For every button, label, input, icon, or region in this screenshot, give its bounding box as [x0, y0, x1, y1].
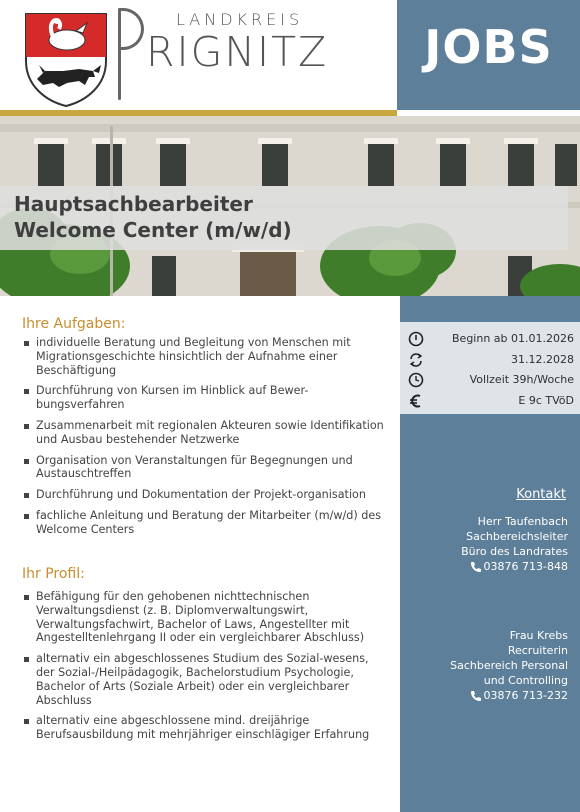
- contact-role: Recruiterin: [507, 644, 568, 657]
- info-hours-text: Vollzeit 39h/Woche: [469, 373, 574, 386]
- contact-phone-line[interactable]: [400, 688, 568, 703]
- contact-name: Frau Krebs: [509, 629, 568, 642]
- brand-top: LANDKREIS: [176, 10, 304, 29]
- phone-icon: [470, 690, 482, 702]
- task-item: Organisation von Veranstaltungen für Begegnungen und Austauschtreffen: [22, 454, 390, 482]
- profile-item: alternativ eine abgeschlossene mind. dreijährige Berufsausbildung mit mehrjähriger einschlägiger Erfahrung: [22, 714, 390, 742]
- task-item: Durchführung von Kursen im Hinblick auf Bewer-bungsverfahren: [22, 384, 390, 412]
- job-title-line1: Hauptsachbearbeiter: [14, 192, 253, 216]
- tasks-heading: Ihre Aufgaben:: [22, 316, 126, 332]
- power-icon: [408, 331, 424, 347]
- profile-item: Befähigung für den gehobenen nichttechnischen Verwaltungsdienst (z. B. Diplomverwaltungswirt, Verwaltungsfachwirt, Bachelor of Laws, Angestellter mit Angestelltenlehrgang II oder ein vergleichbarer Abschluss): [22, 590, 390, 645]
- info-end-text: 31.12.2028: [511, 353, 574, 366]
- task-item: Durchführung und Dokumentation der Projekt-organisation: [22, 488, 390, 502]
- contact-heading: Kontakt: [516, 487, 566, 502]
- task-item: individuelle Beratung und Begleitung von Menschen mit Migrationsgeschichte hinsichtlich der Aufnahme einer Beschäftigung: [22, 336, 390, 377]
- contact-person-1: [400, 514, 568, 574]
- jobs-banner: [397, 0, 580, 110]
- info-end: [400, 350, 576, 370]
- tasks-list: [22, 336, 390, 544]
- profile-item: alternativ ein abgeschlossenes Studium des Sozial-wesens, der Sozial-/Heilpädagogik, Bachelorstudium Psychologie, Bachelor of Arts (Soziale Arbeit) oder ein vergleichbarer Abschluss: [22, 652, 390, 707]
- clock-icon: [408, 372, 424, 388]
- contact-dept: Sachbereich Personal: [450, 659, 568, 672]
- profile-list: [22, 590, 390, 749]
- info-start-text: Beginn ab 01.01.2026: [452, 332, 574, 345]
- info-pay-text: E 9c TVöD: [518, 394, 574, 407]
- info-start: [400, 329, 576, 349]
- contact-person-2: [400, 628, 568, 703]
- job-title-line2: Welcome Center (m/w/d): [14, 218, 292, 242]
- phone-icon: [470, 561, 482, 573]
- contact-phone-line[interactable]: [400, 559, 568, 574]
- contact-name: Herr Taufenbach: [477, 515, 568, 528]
- task-item: Zusammenarbeit mit regionalen Akteuren sowie Identifikation und Ausbau bestehender Netzwerke: [22, 419, 390, 447]
- contact-dept: Büro des Landrates: [461, 545, 568, 558]
- info-hours: [400, 370, 576, 390]
- brand-main: RIGNITZ: [146, 28, 329, 76]
- contact-role: Sachbereichsleiter: [466, 530, 568, 543]
- refresh-icon: [408, 352, 424, 368]
- job-title: [14, 191, 292, 243]
- coat-of-arms-icon: [23, 11, 109, 107]
- profile-heading: Ihr Profil:: [22, 566, 85, 582]
- info-pay: [400, 391, 576, 411]
- euro-icon: [408, 393, 424, 409]
- contact-phone: 03876 713-848: [483, 560, 568, 573]
- jobs-label: JOBS: [424, 20, 553, 74]
- contact-phone: 03876 713-232: [483, 689, 568, 702]
- contact-dept: und Controlling: [483, 674, 568, 687]
- task-item: fachliche Anleitung und Beratung der Mitarbeiter (m/w/d) des Welcome Centers: [22, 509, 390, 537]
